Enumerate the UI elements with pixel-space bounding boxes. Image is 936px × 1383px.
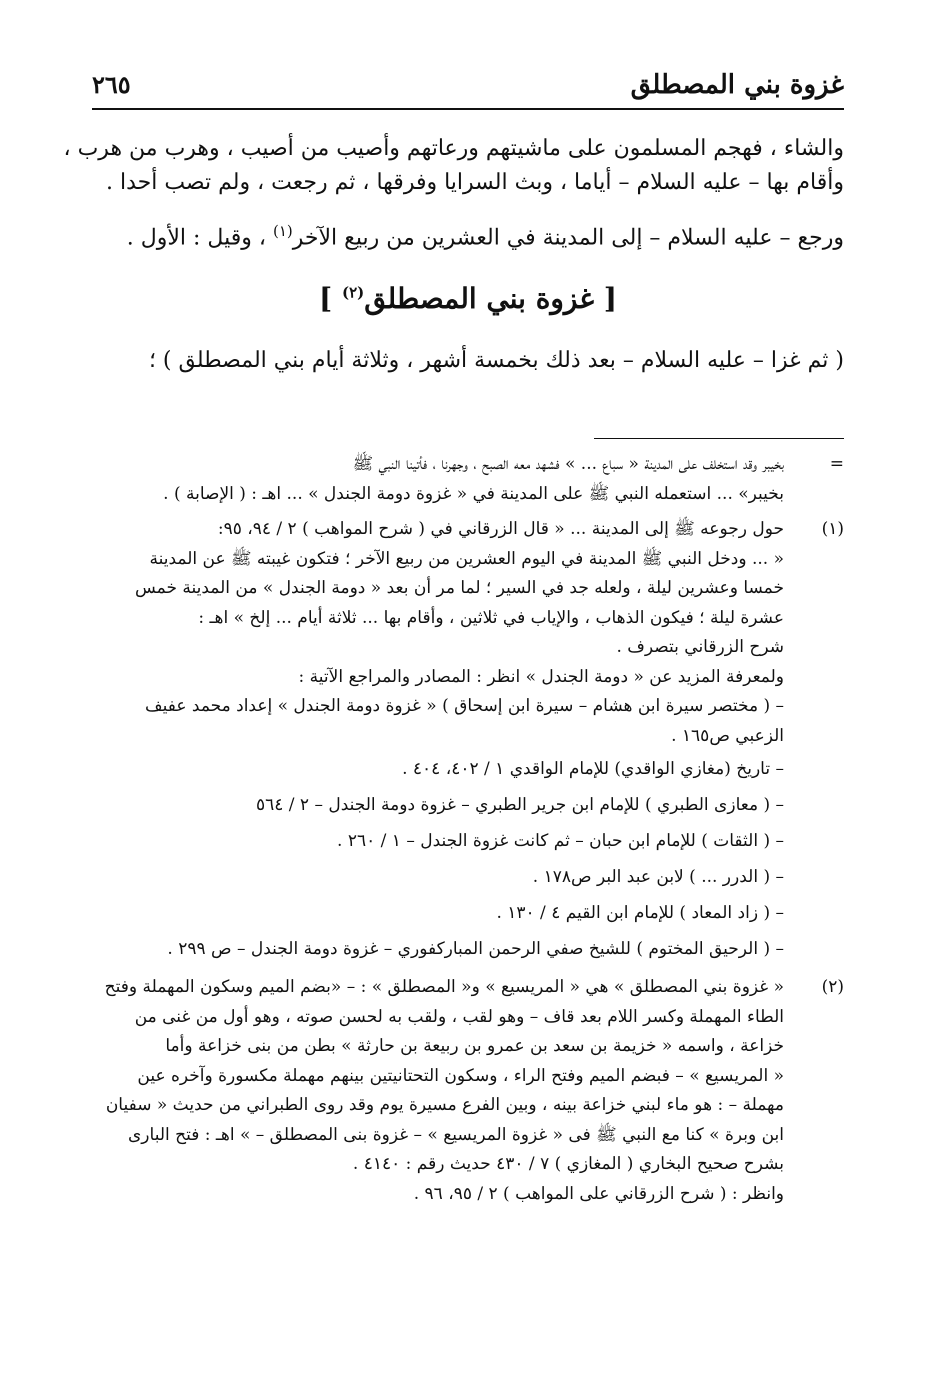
text-line: والشاء ، فهجم المسلمون على ماشيتهم ورعاتهم وأصيب من أصيب ، وهرب من هرب ، [63,136,844,161]
return-line-start: ورجع – عليه السلام – إلى المدينة في العشرين من ربيع الآخر [292,225,844,251]
footnote-marker: (١) [821,519,844,539]
footnote-marker: = [829,454,844,474]
footnote-line: وانظر : ( شرح الزرقاني على المواهب ) ٢ / ٩٥، ٩٦ . [413,1183,784,1204]
footnote-marker: (٢) [821,977,844,997]
heading-title: غزوة بني المصطلق [364,282,594,315]
section-heading [92,282,844,315]
return-line [92,214,844,255]
footnote-line: « المريسيع » – فبضم الميم وفتح الراء ، وسكون التحتانيتين بينهم مهملة مكسورة وآخره عين [137,1065,784,1086]
footnote-line [92,973,844,1003]
source-item: – تاريخ (مغازي الواقدي) للإمام الواقدي ١ / ٤٠٢، ٤٠٤ . [402,759,784,779]
footnote-ref-2: (٢) [341,283,365,302]
source-item: الزعبي ص١٦٥ . [671,725,784,746]
footnote-line: « ... ودخل النبي ﷺ المدينة في اليوم العشرين من ربيع الآخر ؛ فتكون غيبته ﷺ عن المدينة [149,548,784,569]
source-item: – ( زاد المعاد ) للإمام ابن القيم ٤ / ١٣٠ . [496,903,784,923]
source-item: – ( الرحيق المختوم ) للشيخ صفي الرحمن المباركفوري – غزوة دومة الجندل – ص ٢٩٩ . [167,939,784,959]
footnote-text: حول رجوعه ﷺ إلى المدينة ... « قال الزرقاني في ( شرح المواهب ) ٢ / ٩٤، ٩٥: [217,519,784,539]
heading-close-bracket: ] [318,282,342,315]
footnote-separator [594,438,844,439]
text-line: وأقام بها – عليه السلام – أياما ، وبث السرايا وفرقها ، ثم رجعت ، ولم تصب أحدا . [105,170,844,195]
page-number: ٢٦٥ [92,70,131,99]
footnote-line: مهملة – : هو ماء لبني خزاعة بينه ، وبين الفرع مسيرة يوم وقد روى الطبراني من حديث « سفيان [105,1095,784,1115]
footnote-line: عشرة ليلة ؛ فيكون الذهاب ، والإياب في ثلاثين ، وأقام بها ... ثلاثة أيام ... إلخ » اهـ : [198,607,784,628]
source-item: – ( مختصر سيرة ابن هشام – سيرة ابن إسحاق ) « غزوة دومة الجندل » إعداد محمد عفيف [145,696,784,716]
footnotes [92,450,844,1209]
main-text [63,132,844,255]
footnote-text: بخيبر وقد استخلف على المدينة « سباع ... » فشهد معه الصبح ، وجهرنا ، فأتينا النبي ﷺ [352,454,784,474]
source-item: – ( الدرر ... ) لابن عبد البر ص١٧٨ . [532,867,784,887]
verse-line: ( ثم غزا – عليه السلام – بعد ذلك بخمسة أشهر ، وثلاثة أيام بني المصطلق ) ؛ [148,348,844,373]
footnote-ref-1: (١) [272,222,293,240]
footnote-line [92,450,844,480]
footnote-line: ابن وبرة » كنا مع النبي ﷺ فى « غزوة المريسيع » – غزوة بنى المصطلق – » اهـ : فتح البارى [128,1124,784,1145]
footnote-line: شرح الزرقاني بتصرف . [616,637,784,657]
heading-open-bracket: [ [594,282,617,315]
source-item: – ( معازى الطبري ) للإمام ابن جرير الطبري – غزوة دومة الجندل – ٢ / ٥٦٤ [255,795,784,815]
footnote-text: « غزوة بني المصطلق » هي « المريسيع » و« المصطلق » : – «بضم الميم وسكون المهملة وفتح [104,977,784,997]
page-header [92,62,844,110]
footnote-line: الطاء المهملة وكسر اللام بعد قاف – وهو لقب ، ولقب به لحسن صوته ، وهو أول من غنى من [134,1006,784,1027]
footnote-line: خمسا وعشرين ليلة ، ولعله جد في السير ؛ لما مر أن بعد « دومة الجندل » من المدينة خمس [134,578,784,598]
return-line-end: ، وقيل : الأول . [126,225,273,251]
footnote-line: بخيبر» ... استعمله النبي ﷺ على المدينة في « غزوة دومة الجندل » ... اهـ : ( الإصابة ) . [163,483,784,504]
footnote-line: خزاعة ، واسمه « خزيمة بن سعد بن عمرو بن ربيعة بن حارثة » بطن من بنى خزاعة وأما [165,1036,784,1056]
footnote-line: بشرح صحيح البخاري ( المغازي ) ٧ / ٤٣٠ حديث رقم : ٤١٤٠ . [352,1154,784,1174]
footnote-line: ولمعرفة المزيد عن « دومة الجندل » انظر : المصادر والمراجع الآتية : [298,666,784,687]
source-item: – ( الثقات ) للإمام ابن حبان – ثم كانت غزوة الجندل – ١ / ٢٦٠ . [337,831,784,851]
footnote-line [92,515,844,545]
running-title: غزوة بني المصطلق [630,70,844,100]
